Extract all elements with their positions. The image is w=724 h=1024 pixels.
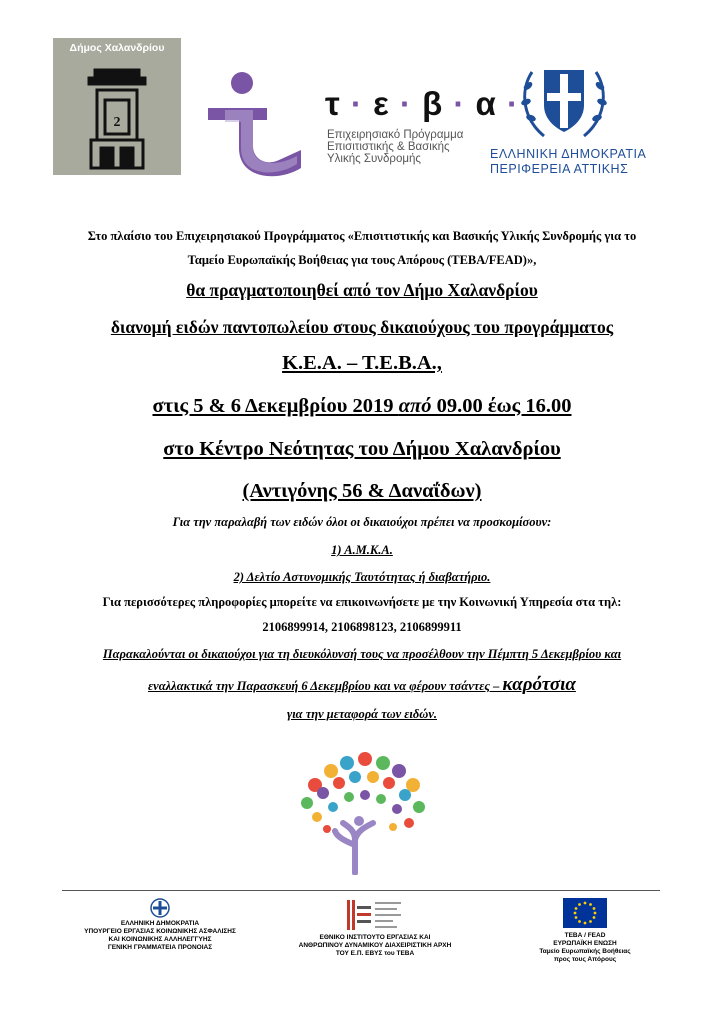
intro-line: Στο πλαίσιο του Επιχειρησιακού Προγράμματος «Επισιτιστικής και Βασικής Υλικής Συνδρομής για το: [87, 229, 637, 243]
greece-attica-text: [490, 147, 647, 177]
footer-line: ΤΟΥ Ε.Π. ΕΒΥΣ του ΤΕΒΑ: [335, 950, 415, 957]
eu-flag-icon: [563, 898, 607, 928]
address-line: (Αντιγόνης 56 & Δαναΐδων): [242, 480, 482, 502]
teva-subtitle: [327, 129, 497, 165]
teva-letter: ε: [373, 85, 390, 122]
teva-logo: [205, 68, 520, 183]
footer-line: ΕΥΡΩΠΑΪΚΗ ΕΝΩΣΗ: [553, 940, 617, 947]
footer-institute: [290, 898, 460, 958]
request-line: Παρακαλούνται οι δικαιούχοι για τη διευκόλυνσή τους να προσέλθουν την Πέμπτη 5 Δεκεμβρίου και: [102, 647, 622, 661]
document-item: 1) Α.Μ.Κ.Α.: [331, 543, 393, 557]
hours-text: 09.00 έως 16.00: [431, 395, 572, 417]
teva-t-icon: [205, 68, 325, 183]
intro-line: Ταμείο Ευρωπαϊκής Βοήθειας για τους Απόρους (ΤΕΒΑ/FEAD)»,: [187, 253, 537, 267]
document-item: 2) Δελτίο Αστυνομικής Ταυτότητας ή διαβατήριο.: [233, 570, 491, 584]
dates-text: στις 5 & 6 Δεκεμβρίου 2019: [152, 395, 399, 417]
footer-line: ΑΝΘΡΩΠΙΝΟΥ ΔΥΝΑΜΙΚΟΥ ΔΙΑΧΕΙΡΙΣΤΙΚΗ ΑΡΧΗ: [298, 942, 452, 949]
request-line: για την μεταφορά των ειδών.: [287, 707, 437, 721]
place-line: στο Κέντρο Νεότητας του Δήμου Χαλανδρίου: [163, 438, 561, 460]
footer-ministry: [70, 898, 250, 952]
footer-line: ΓΕΝΙΚΗ ΓΡΑΜΜΑΤΕΙΑ ΠΡΟΝΟΙΑΣ: [107, 944, 213, 951]
footer-eu: [520, 898, 650, 964]
greece-attica-logo: [490, 60, 647, 190]
teva-subtitle-line: Επισιτιστικής & Βασικής: [327, 141, 450, 153]
footer-line: Ταμείο Ευρωπαϊκής Βοήθειας: [539, 948, 631, 955]
request-line: [0, 674, 724, 696]
dates-from-text: από: [398, 395, 432, 417]
programs-line: Κ.Ε.Α. – Τ.Ε.Β.Α.,: [282, 352, 442, 374]
svg-text:2: 2: [113, 115, 121, 130]
documents-intro: Για την παραλαβή των ειδών όλοι οι δικαιούχοι πρέπει να προσκομίσουν:: [172, 515, 552, 529]
contact-info-line: Για περισσότερες πληροφορίες μπορείτε να επικοινωνήσετε με την Κοινωνική Υπηρεσία στα τηλ:: [102, 595, 622, 609]
footer-line: ΕΛΛΗΝΙΚΗ ΔΗΜΟΚΡΑΤΙΑ: [120, 920, 200, 927]
dimos-logo-text: Δήμος Χαλανδρίου: [69, 42, 165, 54]
town-hall-icon: [53, 56, 181, 175]
teva-letter: α: [475, 85, 497, 122]
tree-of-icons-illustration: [285, 745, 445, 875]
greek-coat-of-arms-icon: [514, 60, 614, 145]
greece-line: ΕΛΛΗΝΙΚΗ ΔΗΜΟΚΡΑΤΙΑ: [490, 147, 647, 161]
teva-letter: τ: [325, 85, 341, 122]
footer-line: ΚΑΙ ΚΟΙΝΩΝΙΚΗΣ ΑΛΛΗΛΕΓΓΥΗΣ: [108, 936, 212, 943]
greek-emblem-icon: [150, 898, 170, 918]
footer-line: ΥΠΟΥΡΓΕΙΟ ΕΡΓΑΣΙΑΣ ΚΟΙΝΩΝΙΚΗΣ ΑΣΦΑΛΙΣΗΣ: [84, 928, 236, 935]
request-emphasis: καρότσια: [502, 674, 576, 695]
greece-line: ΠΕΡΙΦΕΡΕΙΑ ΑΤΤΙΚΗΣ: [490, 162, 629, 176]
dimos-chalandri-logo: [53, 38, 181, 175]
dates-line: [0, 395, 724, 418]
footer-divider: [62, 890, 660, 891]
request-text: εναλλακτικά την Παρασκευή 6 Δεκεμβρίου και να φέρουν τσάντες –: [148, 679, 503, 693]
footer-line: ΕΘΝΙΚΟ ΙΝΣΤΙΤΟΥΤΟ ΕΡΓΑΣΙΑΣ ΚΑΙ: [319, 934, 431, 941]
eiead-logo-icon: [345, 898, 405, 932]
intro-paragraph: [0, 224, 724, 272]
footer-line: ΤΕΒΑ / FEAD: [564, 932, 606, 939]
distribution-line: διανομή ειδών παντοπωλείου στους δικαιούχους του προγράμματος: [110, 317, 614, 337]
phone-numbers: 2106899914, 2106898123, 2106899911: [262, 620, 462, 634]
teva-wordmark: τ · ε · β · α ·: [325, 85, 520, 122]
municipality-line: θα πραγματοποιηθεί από τον Δήμο Χαλανδρίου: [186, 280, 538, 300]
teva-subtitle-line: Υλικής Συνδρομής: [327, 153, 421, 165]
footer-line: προς τους Απόρους: [553, 956, 617, 963]
teva-letter: β: [422, 85, 444, 122]
teva-subtitle-line: Επιχειρησιακό Πρόγραμμα: [327, 129, 464, 141]
